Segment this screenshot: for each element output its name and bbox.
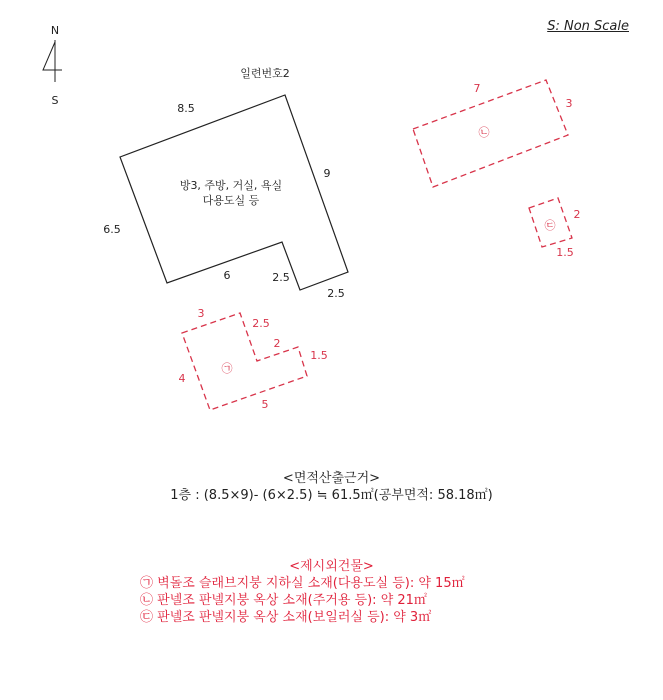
dim-label: 2 xyxy=(273,337,281,350)
compass-south: S xyxy=(51,94,59,107)
scale-note: S: Non Scale xyxy=(547,19,629,34)
dim-label: 2.5 xyxy=(272,271,290,284)
main-building-outline xyxy=(120,95,348,290)
dim-label: 9 xyxy=(323,167,331,180)
dim-label: 6.5 xyxy=(103,223,121,236)
compass-icon xyxy=(43,24,62,107)
excluded-title: <제시외건물> xyxy=(289,559,374,574)
annex-b xyxy=(413,80,573,187)
excluded-item: ㉠ 벽돌조 슬래브지붕 지하실 소재(다용도실 등): 약 15㎡ xyxy=(140,576,465,591)
rooms-line1: 방3, 주방, 거실, 욕실 xyxy=(179,179,283,192)
excluded-item: ㉡ 판넬조 판넬지붕 옥상 소재(주거용 등): 약 21㎡ xyxy=(140,593,427,608)
dim-label: 2.5 xyxy=(252,317,270,330)
compass-north: N xyxy=(50,24,60,37)
annex-a xyxy=(179,307,328,411)
annex-mark: ㉠ xyxy=(221,362,233,375)
annex-mark: ㉡ xyxy=(478,126,490,139)
area-basis-title: <면적산출근거> xyxy=(282,471,381,486)
area-basis-formula: 1층 : (8.5×9)- (6×2.5) ≒ 61.5㎡(공부면적: 58.18㎡) xyxy=(170,488,493,503)
dim-label: 4 xyxy=(178,372,186,385)
dim-label: 2 xyxy=(573,208,581,221)
excluded-item: ㉢ 판넬조 판넬지붕 옥상 소재(보일러실 등): 약 3㎡ xyxy=(140,610,432,625)
dim-label: 1.5 xyxy=(310,349,328,362)
building-label: 일련번호2 xyxy=(240,67,290,80)
annex-c xyxy=(529,198,581,259)
rooms-line2: 다용도실 등 xyxy=(202,194,260,207)
dim-label: 3 xyxy=(565,97,573,110)
dim-label: 5 xyxy=(261,398,269,411)
dim-label: 8.5 xyxy=(177,102,195,115)
dim-label: 3 xyxy=(197,307,205,320)
dim-label: 6 xyxy=(223,269,231,282)
dim-label: 2.5 xyxy=(327,287,345,300)
dim-label: 7 xyxy=(473,82,481,95)
annex-mark: ㉢ xyxy=(544,219,556,232)
main-building xyxy=(103,66,348,300)
dim-label: 1.5 xyxy=(556,246,574,259)
